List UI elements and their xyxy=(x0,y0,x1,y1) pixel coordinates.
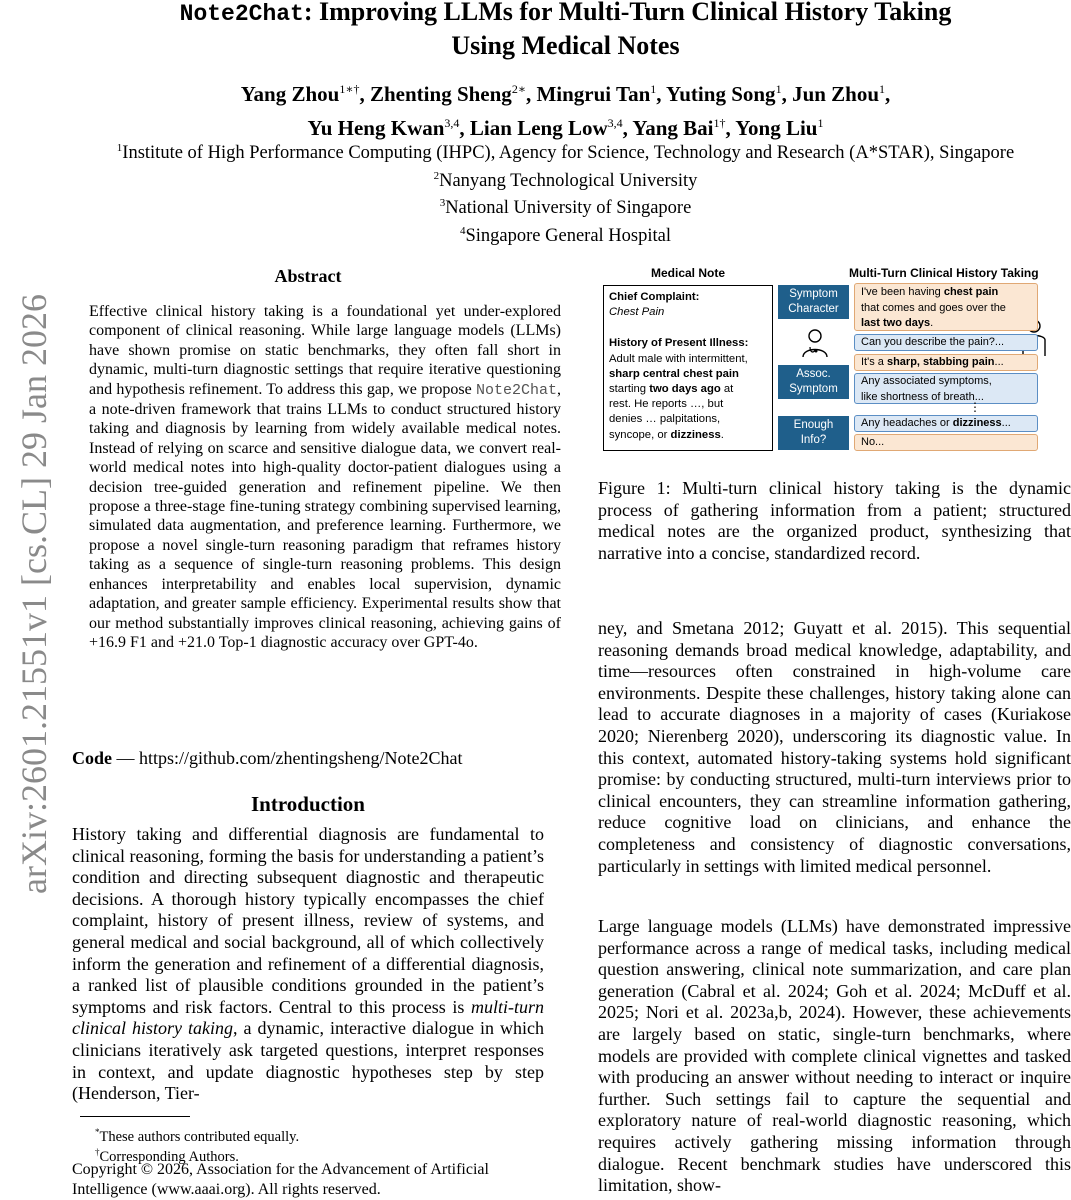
abstract-body: Effective clinical history taking is a foundational yet under-explored component of clinical reasoning. While large language models (LLMs) have shown promise on static benchmarks, they often fall short in dynamic, multi-turn diagnostic settings that require iterative questioning and hypothesis refinement. To address this gap, we propose Note2Chat, a note-driven framework that trains LLMs to conduct structured history taking and diagnosis by learning from widely available medical notes. Instead of relying on scarce and sensitive dialogue data, we convert real-world medical notes into high-quality doctor-patient dialogues using a decision tree-guided generation and refinement pipeline. We then propose a three-stage fine-tuning strategy combining supervised learning, simulated data augmentation, and preference learning. Furthermore, we propose a novel single-turn reasoning paradigm that reframes history taking as a sequence of single-turn reasoning problems. This design enhances interpretability and enables local supervision, dynamic adaptation, and greater sample efficiency. Experimental results show that our method substantially improves clinical reasoning, achieving gains of +16.9 F1 and +21.0 Top-1 diagnostic accuracy over GPT-4o. xyxy=(89,303,561,651)
category-assoc-symptom: Assoc. Symptom xyxy=(778,365,849,399)
affiliations xyxy=(60,137,1071,248)
affiliation: $^1$Institute of High Performance Computing (IHPC), Agency for Science, Technology and Research (A*STAR), Singapore xyxy=(116,142,1015,164)
right-paragraph-2: Large language models (LLMs) have demonstrated impressive performance across a range of medical tasks, including medical question answering, clinical note summarization, and care plan generation (Cabral et al. 2024; Goh et al. 2024; McDuff et al. 2025; Nori et al. 2023a,b, 2024). However, these achievements are largely based on static, single-turn benchmarks, where models are provided with complete clinical vignettes and tasked with producing an answer without needing to interact or inquire further. Such settings fail to capture the sequential and exploratory nature of real-world diagnostic reasoning, which requires actively gathering missing information through dialogue. Recent benchmark studies have underscored this limitation, show- xyxy=(598,916,1071,1196)
hpi-line: denies … palpitations, xyxy=(609,413,721,426)
intro-emphasis: multi-turn clinical history taking xyxy=(72,996,544,1039)
author: Zhenting Sheng$^{2∗}$, xyxy=(370,82,537,106)
figure-header-note: Medical Note xyxy=(651,266,726,280)
hpi-line: sharp central chest pain xyxy=(609,367,739,380)
footnote-rule xyxy=(80,1116,190,1117)
figure-header-dialogue: Multi-Turn Clinical History Taking xyxy=(849,266,1039,280)
patient-bubble: No... xyxy=(854,434,1038,451)
title-method-name: Note2Chat xyxy=(179,1,304,27)
copyright-notice: Copyright © 2026, Association for the Advancement of Artificial Intelligence (www.aaai.org). All rights reserved. xyxy=(72,1161,489,1198)
hpi-line: rest. He reports …, but xyxy=(609,398,724,411)
author-list xyxy=(60,75,1071,143)
abstract-heading: Abstract xyxy=(274,266,342,286)
figure-1 xyxy=(603,266,1047,454)
right-paragraph-1: ney, and Smetana 2012; Guyatt et al. 2015). This sequential reasoning demands broad medical knowledge, adaptability, and time—resources often constrained in high-volume care environments. Despite these challenges, history taking alone can lead to accurate diagnoses in a majority of cases (Kuriakose 2020; Nierenberg 2020), underscoring its diagnostic value. In this context, automated history-taking systems hold significant promise: by conducting structured, multi-turn interviews prior to clinical encounters, they can streamline information gathering, reduce cognitive load on clinicians, and enhance the completeness and consistency of diagnostic conversations, particularly in settings with limited medical personnel. xyxy=(598,618,1071,876)
chief-complaint-value: Chest Pain xyxy=(609,306,665,319)
category-enough-info: Enough Info? xyxy=(778,416,849,450)
paper-title xyxy=(60,0,1071,61)
doctor-bubble: Any headaches or dizziness... xyxy=(854,415,1038,432)
doctor-icon xyxy=(800,328,830,358)
patient-bubble: I've been having chest pain that comes and goes over the last two days. xyxy=(854,283,1038,331)
arxiv-stamp: arXiv:2601.21551v1 [cs.CL] 29 Jan 2026 xyxy=(14,294,54,894)
author: Jun Zhou$^1$, xyxy=(792,82,891,106)
method-name: Note2Chat xyxy=(475,381,557,399)
category-symptom-character: Symptom Character xyxy=(778,285,849,319)
affiliation: $^4$Singapore General Hospital xyxy=(460,224,671,247)
title-line2: Using Medical Notes xyxy=(451,31,680,60)
doctor-bubble: Can you describe the pain?... xyxy=(854,334,1038,351)
chief-complaint-label: Chief Complaint: xyxy=(609,291,700,303)
code-label: Code xyxy=(72,748,112,768)
hpi-line: starting two days ago at xyxy=(609,383,734,396)
patient-bubble: It's a sharp, stabbing pain... xyxy=(854,354,1038,371)
intro-heading: Introduction xyxy=(251,792,365,816)
intro-paragraph: History taking and differential diagnosis are fundamental to clinical reasoning, forming the basis for understanding a patient’s condition and directing subsequent diagnostic and therapeutic decisions. A thorough history typically encompasses the chief complaint, history of present illness, review of systems, and general medical and social background, all of which collectively inform the generation and refinement of a differential diagnosis, a ranked list of plausible conditions grounded in the patient’s symptoms and risk factors. Central to this process is multi-turn clinical history taking, a dynamic, interactive dialogue in which clinicians iteratively ask targeted questions, interpret responses in context, and update diagnostic hypotheses step by step (Henderson, Tier- xyxy=(72,824,544,1104)
author: Lian Leng Low$^{3,4}$, xyxy=(469,116,633,140)
author: Yu Heng Kwan$^{3,4}$, xyxy=(307,116,470,140)
author: Yuting Song$^1$, xyxy=(666,82,793,106)
hpi-line: Adult male with intermittent, xyxy=(609,352,748,365)
author: Yong Liu$^1$ xyxy=(735,116,824,140)
footnote-corresponding: †Corresponding Authors. xyxy=(95,1147,239,1165)
title-text: : Improving LLMs for Multi-Turn Clinical History Taking xyxy=(303,0,952,26)
ellipsis-dots: ⋮ xyxy=(969,400,981,414)
doctor-bubble: Any associated symptoms, like shortness of breath... xyxy=(854,373,1038,404)
affiliation: $^3$National University of Singapore xyxy=(439,197,692,219)
figure-caption: Figure 1: Multi-turn clinical history taking is the dynamic process of gathering information from a patient; structured medical notes are the organized product, synthesizing that narrative into a concise, standardized record. xyxy=(598,478,1071,563)
author: Yang Zhou$^{1∗\dagger}$, xyxy=(240,82,370,106)
author: Mingrui Tan$^1$, xyxy=(536,82,667,106)
hpi-label: History of Present Illness: xyxy=(609,337,749,350)
author: Yang Bai$^{1\dagger}$, xyxy=(632,116,736,140)
footnote-equal: *These authors contributed equally. xyxy=(95,1127,300,1145)
hpi-line: syncope, or dizziness. xyxy=(609,428,724,441)
code-link-line xyxy=(72,748,544,770)
affiliation: $^2$Nanyang Technological University xyxy=(433,169,698,191)
code-url[interactable]: — https://github.com/zhentingsheng/Note2Chat xyxy=(112,748,463,768)
medical-note-box xyxy=(603,285,773,451)
